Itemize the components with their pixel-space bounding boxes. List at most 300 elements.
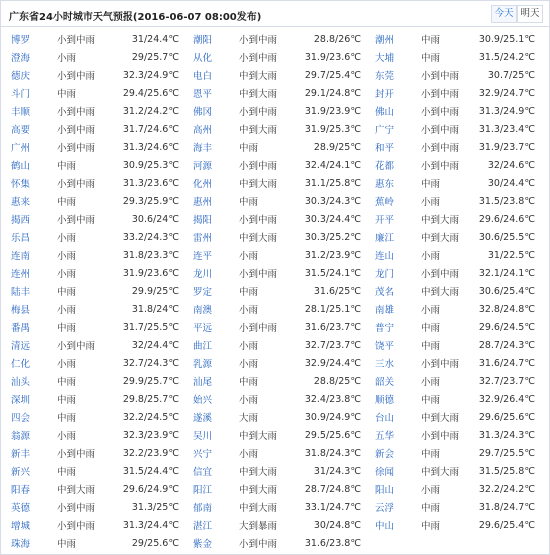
panel-title: 广东省24小时城市天气预报(2016-06-07 08:00发布) <box>9 12 262 23</box>
city-link[interactable]: 河源 <box>193 161 213 172</box>
city-entry <box>375 210 547 228</box>
weather-text: 小到中雨 <box>239 53 278 64</box>
temperature-range: 31.2/24.2℃ <box>122 105 179 117</box>
city-link[interactable]: 饶平 <box>375 341 395 352</box>
city-link[interactable]: 英德 <box>11 503 31 514</box>
table-row <box>11 390 547 408</box>
temperature-range: 30.3/24.3℃ <box>304 195 361 207</box>
city-link[interactable]: 广州 <box>11 143 31 154</box>
temperature-range: 32.9/26.4℃ <box>478 393 535 405</box>
temperature-range: 28.7/24.3℃ <box>478 339 535 351</box>
city-link[interactable]: 新丰 <box>11 449 31 460</box>
city-entry <box>11 156 193 174</box>
temperature-range: 30.9/25.3℃ <box>122 159 179 171</box>
weather-text: 中到大雨 <box>239 485 278 496</box>
temperature-range: 32.9/24.4℃ <box>304 357 361 369</box>
temperature-range: 30/24.8℃ <box>313 519 361 531</box>
temperature-range: 31.9/25.3℃ <box>304 123 361 135</box>
city-link[interactable]: 和平 <box>375 143 395 154</box>
weather-text: 小雨 <box>57 431 77 442</box>
temperature-range: 32.1/24.1℃ <box>478 267 535 279</box>
city-link[interactable]: 廉江 <box>375 233 395 244</box>
weather-text: 中雨 <box>57 395 77 406</box>
city-link[interactable]: 南澳 <box>193 305 213 316</box>
city-link[interactable]: 汕头 <box>11 377 31 388</box>
city-link[interactable]: 信宜 <box>193 467 213 478</box>
city-link[interactable]: 紫金 <box>193 539 213 550</box>
weather-text: 中雨 <box>239 143 259 154</box>
city-link[interactable]: 中山 <box>375 521 395 532</box>
city-link[interactable]: 兴宁 <box>193 449 213 460</box>
weather-text: 中到大雨 <box>57 485 96 496</box>
weather-text: 中雨 <box>57 377 77 388</box>
city-link[interactable]: 吴川 <box>193 431 213 442</box>
city-entry <box>11 534 193 552</box>
city-link[interactable]: 普宁 <box>375 323 395 334</box>
weather-text: 小到中雨 <box>57 521 96 532</box>
city-entry <box>11 66 193 84</box>
table-row <box>11 30 547 48</box>
tab-today[interactable]: 今天 <box>491 5 517 23</box>
temperature-range: 31.3/25℃ <box>131 501 179 513</box>
city-link[interactable]: 陆丰 <box>11 287 31 298</box>
city-entry <box>11 426 193 444</box>
city-entry <box>193 174 375 192</box>
temperature-range: 31.5/24.4℃ <box>122 465 179 477</box>
city-link[interactable]: 潮阳 <box>193 35 213 46</box>
weather-text: 中到大雨 <box>239 89 278 100</box>
city-entry <box>193 282 375 300</box>
city-link[interactable]: 德庆 <box>11 71 31 82</box>
city-entry <box>193 408 375 426</box>
city-entry <box>193 30 375 48</box>
weather-text: 中到大雨 <box>421 233 460 244</box>
city-entry <box>375 102 547 120</box>
weather-text: 小雨 <box>57 251 77 262</box>
city-entry <box>11 174 193 192</box>
weather-text: 小到中雨 <box>421 89 460 100</box>
city-entry <box>193 120 375 138</box>
city-link[interactable]: 始兴 <box>193 395 213 406</box>
temperature-range: 31.7/24.6℃ <box>122 123 179 135</box>
city-link[interactable]: 清远 <box>11 341 31 352</box>
weather-text: 小到中雨 <box>421 125 460 136</box>
city-link[interactable]: 雷州 <box>193 233 213 244</box>
city-link[interactable]: 连南 <box>11 251 31 262</box>
city-entry <box>193 156 375 174</box>
city-link[interactable]: 阳山 <box>375 485 395 496</box>
city-link[interactable]: 揭西 <box>11 215 31 226</box>
weather-text: 小到中雨 <box>421 269 460 280</box>
weather-text: 中雨 <box>421 179 441 190</box>
weather-text: 小到中雨 <box>239 539 278 550</box>
city-entry <box>375 192 547 210</box>
city-link[interactable]: 佛山 <box>375 107 395 118</box>
temperature-range: 33.2/24.3℃ <box>122 231 179 243</box>
temperature-range: 31.8/24℃ <box>131 303 179 315</box>
city-link[interactable]: 从化 <box>193 53 213 64</box>
city-link[interactable]: 开平 <box>375 215 395 226</box>
city-link[interactable]: 郁南 <box>193 503 213 514</box>
temperature-range: 29.3/25.9℃ <box>122 195 179 207</box>
table-row <box>11 462 547 480</box>
city-entry <box>375 156 547 174</box>
table-row <box>11 264 547 282</box>
table-row <box>11 210 547 228</box>
city-entry <box>193 516 375 534</box>
temperature-range: 31.3/24.3℃ <box>478 429 535 441</box>
city-entry <box>193 354 375 372</box>
weather-text: 小到中雨 <box>57 215 96 226</box>
city-link[interactable]: 顺德 <box>375 395 395 406</box>
temperature-range: 31.6/23.8℃ <box>304 537 361 549</box>
city-entry <box>11 390 193 408</box>
temperature-range: 29.6/25.6℃ <box>478 411 535 423</box>
city-link[interactable]: 博罗 <box>11 35 31 46</box>
weather-text: 小到中雨 <box>57 179 96 190</box>
weather-text: 小到中雨 <box>421 161 460 172</box>
weather-text: 小雨 <box>239 359 259 370</box>
city-entry <box>375 174 547 192</box>
temperature-range: 31.8/24.3℃ <box>304 447 361 459</box>
weather-text: 小雨 <box>57 269 77 280</box>
city-link[interactable]: 连州 <box>11 269 31 280</box>
temperature-range: 29.7/25.4℃ <box>304 69 361 81</box>
temperature-range: 31.9/23.6℃ <box>304 51 361 63</box>
weather-text: 小雨 <box>421 251 441 262</box>
city-link[interactable]: 惠东 <box>375 179 395 190</box>
temperature-range: 29.1/24.8℃ <box>304 87 361 99</box>
city-link[interactable]: 云浮 <box>375 503 395 514</box>
temperature-range: 28.1/25.1℃ <box>304 303 361 315</box>
city-link[interactable]: 徐闻 <box>375 467 395 478</box>
city-entry <box>375 120 547 138</box>
city-link[interactable]: 蕉岭 <box>375 197 395 208</box>
temperature-range: 31.6/24.7℃ <box>478 357 535 369</box>
city-link[interactable]: 乐昌 <box>11 233 31 244</box>
city-entry <box>375 30 547 48</box>
table-row <box>11 66 547 84</box>
city-link[interactable]: 揭阳 <box>193 215 213 226</box>
weather-text: 小到中雨 <box>57 35 96 46</box>
city-entry <box>11 84 193 102</box>
weather-text: 中雨 <box>239 287 259 298</box>
temperature-range: 31.6/23.7℃ <box>304 321 361 333</box>
temperature-range: 31.6/25℃ <box>313 285 361 297</box>
temperature-range: 32.3/24.9℃ <box>122 69 179 81</box>
city-entry <box>193 426 375 444</box>
city-entry <box>375 66 547 84</box>
city-entry <box>193 318 375 336</box>
city-entry <box>375 516 547 534</box>
weather-text: 中到大雨 <box>421 467 460 478</box>
city-link[interactable]: 梅县 <box>11 305 31 316</box>
city-entry <box>11 300 193 318</box>
city-entry <box>11 480 193 498</box>
city-link[interactable]: 丰顺 <box>11 107 31 118</box>
tab-tomorrow[interactable]: 明天 <box>517 5 543 23</box>
city-link[interactable]: 广宁 <box>375 125 395 136</box>
city-link[interactable]: 惠来 <box>11 197 31 208</box>
city-link[interactable]: 封开 <box>375 89 395 100</box>
temperature-range: 29.4/25.6℃ <box>122 87 179 99</box>
city-link[interactable]: 台山 <box>375 413 395 424</box>
city-link[interactable]: 佛冈 <box>193 107 213 118</box>
city-entry <box>193 102 375 120</box>
city-link[interactable]: 东莞 <box>375 71 395 82</box>
temperature-range: 31.3/24.9℃ <box>478 105 535 117</box>
city-entry <box>375 318 547 336</box>
city-entry <box>193 246 375 264</box>
weather-text: 小到中雨 <box>239 215 278 226</box>
city-entry <box>11 444 193 462</box>
city-link[interactable]: 连山 <box>375 251 395 262</box>
city-link[interactable]: 潮州 <box>375 35 395 46</box>
city-link[interactable]: 恩平 <box>193 89 213 100</box>
temperature-range: 32.7/24.3℃ <box>122 357 179 369</box>
weather-text: 小雨 <box>421 485 441 496</box>
table-row <box>11 408 547 426</box>
city-entry <box>11 516 193 534</box>
temperature-range: 29.6/24.5℃ <box>478 321 535 333</box>
city-entry <box>375 408 547 426</box>
city-entry <box>375 390 547 408</box>
city-entry <box>375 84 547 102</box>
city-link[interactable]: 三水 <box>375 359 395 370</box>
weather-text: 中雨 <box>421 449 441 460</box>
city-entry <box>193 300 375 318</box>
temperature-range: 32.3/23.9℃ <box>122 429 179 441</box>
city-link[interactable]: 韶关 <box>375 377 395 388</box>
table-row <box>11 444 547 462</box>
temperature-range: 31.3/23.6℃ <box>122 177 179 189</box>
city-link[interactable]: 新会 <box>375 449 395 460</box>
temperature-range: 31/24.4℃ <box>131 33 179 45</box>
city-link[interactable]: 番禺 <box>11 323 31 334</box>
city-link[interactable]: 仁化 <box>11 359 31 370</box>
weather-text: 小雨 <box>57 233 77 244</box>
city-entry <box>375 354 547 372</box>
temperature-range: 28.7/24.8℃ <box>304 483 361 495</box>
city-link[interactable]: 茂名 <box>375 287 395 298</box>
weather-text: 小雨 <box>421 305 441 316</box>
weather-text: 小到中雨 <box>57 449 96 460</box>
weather-text: 小到中雨 <box>421 359 460 370</box>
temperature-range: 32.8/24.8℃ <box>478 303 535 315</box>
city-link[interactable]: 阳春 <box>11 485 31 496</box>
temperature-range: 30.7/25℃ <box>487 69 535 81</box>
weather-text: 小到中雨 <box>239 107 278 118</box>
weather-text: 小到中雨 <box>421 107 460 118</box>
city-entry <box>11 372 193 390</box>
city-link[interactable]: 南雄 <box>375 305 395 316</box>
city-link[interactable]: 珠海 <box>11 539 31 550</box>
weather-text: 小到中雨 <box>421 143 460 154</box>
weather-text: 中到大雨 <box>239 125 278 136</box>
temperature-range: 30.3/24.4℃ <box>304 213 361 225</box>
weather-text: 中雨 <box>239 197 259 208</box>
weather-text: 小到中雨 <box>57 71 96 82</box>
weather-text: 中到大雨 <box>239 431 278 442</box>
city-link[interactable]: 曲江 <box>193 341 213 352</box>
city-link[interactable]: 惠州 <box>193 197 213 208</box>
city-link[interactable]: 电白 <box>193 71 213 82</box>
weather-text: 中雨 <box>421 35 441 46</box>
weather-text: 小雨 <box>239 395 259 406</box>
weather-text: 中到大雨 <box>421 287 460 298</box>
city-link[interactable]: 深圳 <box>11 395 31 406</box>
temperature-range: 31.3/24.4℃ <box>122 519 179 531</box>
city-link[interactable]: 连平 <box>193 251 213 262</box>
city-link[interactable]: 翁源 <box>11 431 31 442</box>
table-row <box>11 354 547 372</box>
weather-text: 小雨 <box>239 341 259 352</box>
weather-text: 大到暴雨 <box>239 521 278 532</box>
city-entry <box>375 444 547 462</box>
city-entry <box>375 480 547 498</box>
city-entry <box>11 30 193 48</box>
forecast-table <box>11 30 547 552</box>
city-link[interactable]: 花都 <box>375 161 395 172</box>
city-link[interactable]: 湛江 <box>193 521 213 532</box>
table-row <box>11 48 547 66</box>
city-entry <box>375 300 547 318</box>
city-entry <box>11 498 193 516</box>
city-entry <box>11 228 193 246</box>
table-row <box>11 120 547 138</box>
temperature-range: 29/25.6℃ <box>131 537 179 549</box>
city-entry <box>375 264 547 282</box>
city-link[interactable]: 平远 <box>193 323 213 334</box>
weather-text: 小雨 <box>421 197 441 208</box>
weather-text: 中到大雨 <box>239 71 278 82</box>
weather-text: 中到大雨 <box>239 503 278 514</box>
temperature-range: 30/24.4℃ <box>487 177 535 189</box>
city-link[interactable]: 新兴 <box>11 467 31 478</box>
city-link[interactable]: 高要 <box>11 125 31 136</box>
temperature-range: 30.6/25.4℃ <box>478 285 535 297</box>
city-link[interactable]: 罗定 <box>193 287 213 298</box>
city-entry <box>11 408 193 426</box>
temperature-range: 32.4/23.8℃ <box>304 393 361 405</box>
table-row <box>11 300 547 318</box>
temperature-range: 32.7/23.7℃ <box>478 375 535 387</box>
temperature-range: 31.5/23.8℃ <box>478 195 535 207</box>
table-row <box>11 84 547 102</box>
weather-text: 小雨 <box>239 251 259 262</box>
city-link[interactable]: 增城 <box>11 521 31 532</box>
temperature-range: 30.9/25.1℃ <box>478 33 535 45</box>
city-link[interactable]: 大埔 <box>375 53 395 64</box>
table-row <box>11 246 547 264</box>
city-link[interactable]: 鹤山 <box>11 161 31 172</box>
city-entry <box>193 264 375 282</box>
city-entry <box>11 120 193 138</box>
weather-text: 中雨 <box>421 341 441 352</box>
city-link[interactable]: 高州 <box>193 125 213 136</box>
table-row <box>11 534 547 552</box>
city-entry <box>193 462 375 480</box>
temperature-range: 30.6/24℃ <box>131 213 179 225</box>
weather-text: 小雨 <box>239 305 259 316</box>
weather-text: 大雨 <box>239 413 259 424</box>
city-link[interactable]: 化州 <box>193 179 213 190</box>
weather-text: 小到中雨 <box>421 71 460 82</box>
city-entry <box>375 48 547 66</box>
table-row <box>11 102 547 120</box>
city-entry <box>11 246 193 264</box>
temperature-range: 32.2/23.9℃ <box>122 447 179 459</box>
weather-text: 中雨 <box>57 287 77 298</box>
table-row <box>11 138 547 156</box>
temperature-range: 28.9/25℃ <box>313 141 361 153</box>
city-link[interactable]: 汕尾 <box>193 377 213 388</box>
city-entry <box>375 246 547 264</box>
city-entry <box>193 480 375 498</box>
temperature-range: 31/22.5℃ <box>487 249 535 261</box>
weather-text: 中雨 <box>57 323 77 334</box>
city-link[interactable]: 五华 <box>375 431 395 442</box>
city-entry <box>11 138 193 156</box>
city-link[interactable]: 遂溪 <box>193 413 213 424</box>
weather-text: 小雨 <box>57 53 77 64</box>
temperature-range: 31.1/25.8℃ <box>304 177 361 189</box>
weather-text: 小到中雨 <box>57 143 96 154</box>
city-entry <box>375 228 547 246</box>
city-link[interactable]: 四会 <box>11 413 31 424</box>
panel-header <box>1 1 549 27</box>
city-entry <box>11 282 193 300</box>
city-entry <box>193 66 375 84</box>
weather-text: 中雨 <box>57 413 77 424</box>
table-row <box>11 426 547 444</box>
temperature-range: 30.6/25.5℃ <box>478 231 535 243</box>
city-entry <box>193 192 375 210</box>
city-link[interactable]: 阳江 <box>193 485 213 496</box>
city-link[interactable]: 澄海 <box>11 53 31 64</box>
city-entry <box>193 228 375 246</box>
temperature-range: 32/24.6℃ <box>487 159 535 171</box>
city-entry <box>375 426 547 444</box>
temperature-range: 30.9/24.9℃ <box>304 411 361 423</box>
city-entry <box>193 534 375 552</box>
city-link[interactable]: 乳源 <box>193 359 213 370</box>
city-entry <box>11 210 193 228</box>
temperature-range: 31.3/23.4℃ <box>478 123 535 135</box>
city-link[interactable]: 龙川 <box>193 269 213 280</box>
city-entry <box>193 498 375 516</box>
temperature-range: 32.4/24.1℃ <box>304 159 361 171</box>
city-link[interactable]: 斗门 <box>11 89 31 100</box>
temperature-range: 31.7/25.5℃ <box>122 321 179 333</box>
table-row <box>11 192 547 210</box>
weather-text: 中雨 <box>57 467 77 478</box>
weather-text: 小雨 <box>57 359 77 370</box>
city-entry <box>11 192 193 210</box>
temperature-range: 31.5/24.2℃ <box>478 51 535 63</box>
table-row <box>11 372 547 390</box>
city-link[interactable]: 怀集 <box>11 179 31 190</box>
temperature-range: 29.9/25℃ <box>131 285 179 297</box>
temperature-range: 32.7/23.7℃ <box>304 339 361 351</box>
city-link[interactable]: 海丰 <box>193 143 213 154</box>
city-link[interactable]: 龙门 <box>375 269 395 280</box>
temperature-range: 30.3/25.2℃ <box>304 231 361 243</box>
table-row <box>11 318 547 336</box>
temperature-range: 32/24.4℃ <box>131 339 179 351</box>
weather-text: 中雨 <box>421 53 441 64</box>
city-entry <box>11 264 193 282</box>
